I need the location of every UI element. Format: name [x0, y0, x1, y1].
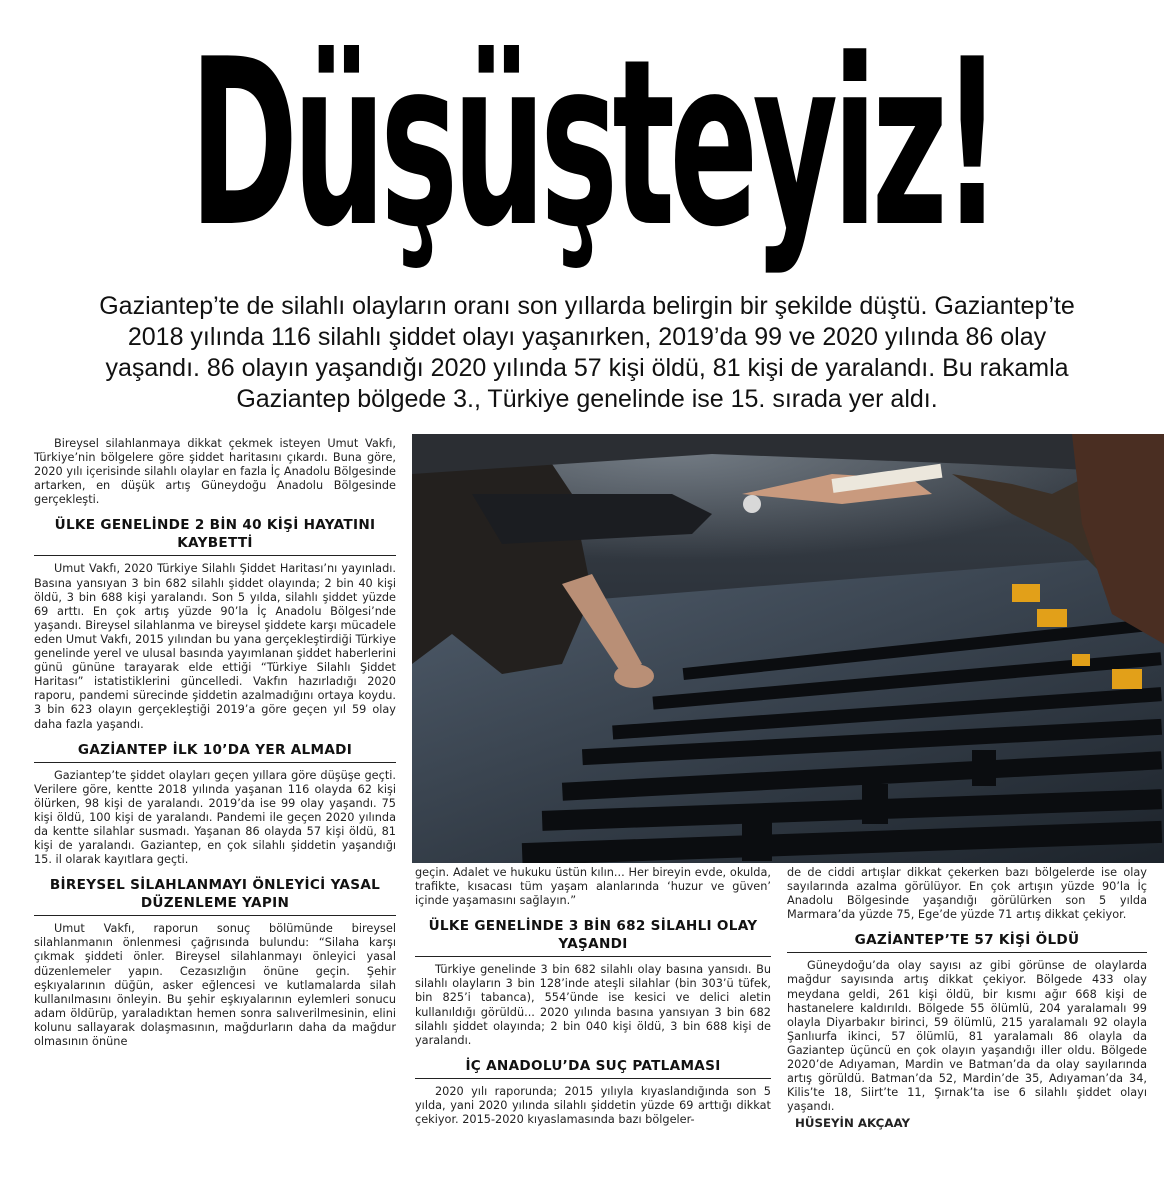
spot-line: Gaziantep’te de silahlı olayların oranı son yıllarda belirgin bir şekilde düştü. Gaziantep’te — [99, 292, 1075, 320]
body-paragraph: Güneydoğu’da olay sayısı az gibi görünse de olaylarda mağdur sayısında artış dikkat çekiyor. Bölgede 433 olay meydana geldi, 261 kişi öldü, bir kısmı ağır 668 kişi de hastanelere kaldırıldı. Bölgede 55 ölümlü, 204 yaralamalı 99 olayla Diyarbakır birinci, 59 ölümlü, 215 yaralamalı 92 olayla Şanlıurfa ikinci, 57 ölümlü, 81 yaralamalı 86 olayla da Gaziantep üçüncü en çok olayın yaşandığı iller oldu. Bölgede 2020’de Adıyaman, Mardin ve Batman’da da olay sayılarında artış görüldü. Batman’da 52, Mardin’de 35, Adıyaman’da 34, Kilis’te 18, Siirt’te 11, Şırnak’ta ise 6 silahlı şiddet olayı yaşandı. — [787, 959, 1147, 1114]
subhead-gaziantep-top10: GAZİANTEP İLK 10’DA YER ALMADI — [34, 737, 396, 763]
body-paragraph: Umut Vakfı, 2020 Türkiye Silahlı Şiddet Haritası’nı yayınladı. Basına yansıyan 3 bin 682 silahlı şiddet olayında; 2 bin 40 kişi öldü, 3 bin 688 kişi yaralandı. Son 5 yılda, silahlı şiddet yüzde 69 arttı. En çok artış yüzde 90’la İç Anadolu Bölgesi’nde yaşandı. Bireysel silahlanma ve bireysel şiddete karşı mücadele eden Umut Vakfı, 2015 yılından bu yana gerçekleştirdiği Türkiye genelinde yerel ve ulusal basında yayımlanan şiddet haberlerini günü gününe tarayarak elde ettiği “Türkiye Silahlı Şiddet Haritası” istatistiklerini güncelledi. Vakfın hazırladığı 2020 raporu, pandemi sürecinde şiddetin azalmadığını ortaya koydu. 3 bin 623 olayın gerçekleştiği 2019’a göre geçen yıl 59 olay daha fazla yaşandı. — [34, 562, 396, 731]
subhead-country-incidents: ÜLKE GENELİNDE 3 BİN 682 SİLAHLI OLAY YAŞANDI — [415, 913, 771, 957]
body-paragraph: Türkiye genelinde 3 bin 682 silahlı olay basına yansıdı. Bu silahlı olayların 3 bin 128’inde ateşli silahlar (bin 303’ü tüfek, bin 825’i tabanca), 554’ünde ise kesici ve delici aletin kullanıldığı görüldü... 2020 yılında basına yansıyan 3 bin 682 silahlı şiddet olayında; 2 bin 040 kişi öldü, 3 bin 688 kişi de yaralandı. — [415, 963, 771, 1047]
column-left — [34, 437, 396, 1051]
spot-text — [33, 291, 1141, 415]
body-paragraph: 2020 yılı raporunda; 2015 yılıyla kıyaslandığında son 5 yılda, yani 2020 yılında silahlı şiddetin yüzde 69 arttığı dikkat çekiyor. 2015-2020 kıyaslamasında bazı bölgeler- — [415, 1084, 771, 1127]
body-paragraph: de de ciddi artışlar dikkat çekerken bazı bölgelerde ise olay sayılarında azalma görülüyor. En çok artışın yüzde 90’la İç Anadolu Bölgesinde yaşandığı görülürken son 5 yılda Marmara’da yüzde 75, Ege’de yüzde 71 artış dikkat çekiyor. — [787, 866, 1147, 922]
body-paragraph: geçin. Adalet ve hukuku üstün kılın... Her bireyin evde, okulda, trafikte, kısacası tüm yaşam alanlarında ‘huzur ve güven’ içinde yaşamasını sağlayın.” — [415, 866, 771, 908]
body-paragraph: Gaziantep’te şiddet olayları geçen yıllara göre düşüşe geçti. Verilere göre, kentte 2018 yılında yaşanan 116 olayda 62 kişi ölürken, 98 kişi de yaralandı. 2019’da ise 99 olay yaşandı. 75 kişi öldü, 100 kişi de yaralandı. Pandemi ile geçen 2020 yılında da kentte silahlar susmadı. Yaşanan 86 olayda 57 kişi öldü, 81 kişi de yaralandı. Gaziantep, en çok silahlı şiddetin yaşandığı 15. il olarak kayıtlara geçti. — [34, 768, 396, 867]
column-right — [787, 866, 1147, 1131]
subhead-legal-regulation: BİREYSEL SİLAHLANMAYI ÖNLEYİCİ YASAL DÜZENLEME YAPIN — [34, 872, 396, 916]
spot-line: yaşandı. 86 olayın yaşandığı 2020 yılında 57 kişi öldü, 81 kişi de yaralandı. Bu rakamla — [105, 354, 1069, 382]
subhead-gaziantep-deaths: GAZİANTEP’TE 57 KİŞİ ÖLDÜ — [787, 927, 1147, 953]
headline — [18, 4, 1168, 286]
subhead-central-anatolia: İÇ ANADOLU’DA SUÇ PATLAMASI — [415, 1053, 771, 1079]
author-byline: HÜSEYİN AKÇAAY — [795, 1116, 910, 1131]
spot-line: Gaziantep bölgede 3., Türkiye genelinde ise 15. sırada yer aldı. — [236, 385, 938, 413]
photo-gun-show-icon — [412, 434, 1164, 863]
headline-text: Düşüşteyiz! — [189, 11, 997, 278]
intro-paragraph: Bireysel silahlanmaya dikkat çekmek isteyen Umut Vakfı, Türkiye’nin bölgelere göre şiddet haritasını çıkardı. Buna göre, 2020 yılı içerisinde silahlı olaylar en fazla İç Anadolu Bölgesinde artarken, en düşük artış Güneydoğu Anadolu Bölgesinde gerçekleşti. — [34, 437, 396, 507]
subhead-country-deaths: ÜLKE GENELİNDE 2 BİN 40 KİŞİ HAYATINI KAYBETTİ — [34, 512, 396, 556]
spot-line: 2018 yılında 116 silahlı şiddet olayı yaşanırken, 2019’da 99 ve 2020 yılında 86 olay — [127, 323, 1047, 351]
column-middle — [415, 866, 771, 1129]
body-paragraph: Umut Vakfı, raporun sonuç bölümünde bireysel silahlanmanın önlenmesi çağrısında bulundu: “Silaha karşı çıkmak şiddeti önler. Bireysel silahlanmayı önleyici yasal düzenlemeler yapın. Cezasızlığın önüne geçin. Şehir eşkıyalarının düğün, asker eğlencesi ve kutlamalarda silah kullanılmasını önleyin. Bu şehir eşkıyalarının eylemleri sonucu adam öldürüp, yaraladıktan hemen sonra salıverilmesinin, elini kolunu sallayarak dolaşmasının, mağdurların daha da mağdur olmasının önüne — [34, 922, 396, 1048]
